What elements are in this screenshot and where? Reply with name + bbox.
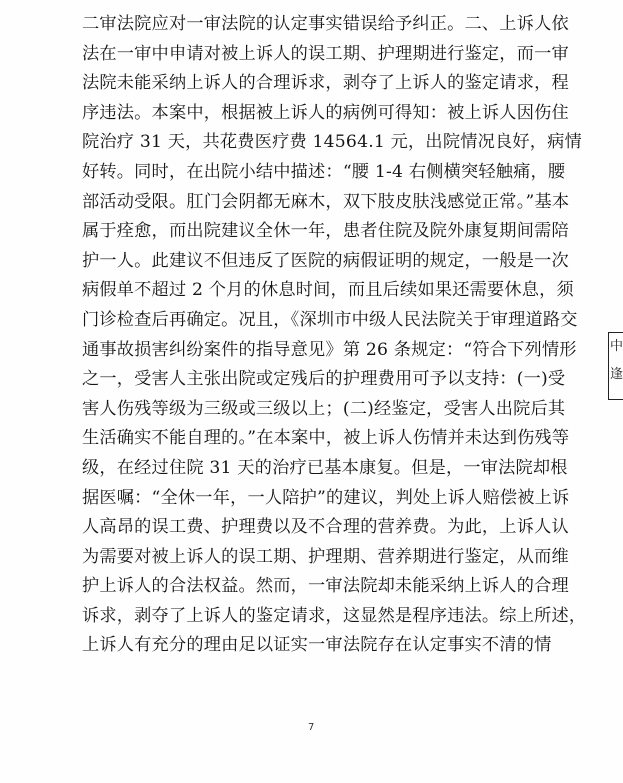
- page-number: 7: [308, 722, 315, 733]
- text-line: 上诉人有充分的理由足以证实一审法院存在认定事实不清的情: [82, 635, 552, 656]
- text-line: 护一人。此建议不但违反了医院的病假证明的规定，一般是一次: [82, 250, 569, 271]
- body-text: [82, 10, 587, 661]
- text-line: 属于痊愈，而出院建议全休一年，患者住院及院外康复期间需陪: [82, 221, 569, 242]
- text-line: 门诊检查后再确定。况且，《深圳市中级人民法院关于审理道路交: [82, 309, 578, 330]
- text-line: 之一，受害人主张出院或定残后的护理费用可予以支持：(一)受: [82, 369, 566, 390]
- text-line: 法在一审中申请对被上诉人的误工期、护理期进行鉴定，而一审: [82, 43, 569, 64]
- text-line: 病假单不超过 2 个月的休息时间，而且后续如果还需要休息，须: [82, 280, 574, 301]
- text-line: 院治疗 31 天，共花费医疗费 14564.1 元，出院情况良好，病情: [82, 132, 582, 153]
- text-line: 好转。同时，在出院小结中描述：“腰 1-4 右侧横突轻触痛，腰: [82, 161, 566, 182]
- text-line: 诉求，剥夺了上诉人的鉴定请求，这显然是程序违法。综上所述，: [82, 605, 587, 626]
- text-line: 通事故损害纠纷案件的指导意见》第 26 条规定：“符合下列情形: [82, 339, 577, 360]
- text-line: 序违法。本案中，根据被上诉人的病例可得知：被上诉人因伤住: [82, 102, 569, 123]
- binding-seal-mark: [608, 332, 623, 400]
- text-line: 级，在经过住院 31 天的治疗已基本康复。但是，一审法院却根: [82, 457, 568, 478]
- text-line: 人高昂的误工费、护理费以及不合理的营养费。为此，上诉人认: [82, 517, 569, 538]
- text-line: 生活确实不能自理的。”在本案中，被上诉人伤情并未达到伤残等: [82, 428, 570, 449]
- text-line: 部活动受限。肛门会阴都无麻木，双下肢皮肤浅感觉正常。”基本: [82, 191, 570, 212]
- text-line: 二审法院应对一审法院的认定事实错误给予纠正。二、上诉人依: [82, 14, 569, 34]
- seal-character: 中: [610, 339, 623, 354]
- text-line: 为需要对被上诉人的误工期、护理期、营养期进行鉴定，从而维: [82, 546, 569, 567]
- text-line: 法院未能采纳上诉人的合理诉求，剥夺了上诉人的鉴定请求，程: [82, 73, 569, 94]
- text-line: 害人伤残等级为三级或三级以上；(二)经鉴定，受害人出院后其: [82, 398, 566, 419]
- text-line: 护上诉人的合法权益。然而，一审法院却未能采纳上诉人的合理: [82, 576, 569, 597]
- text-line: 据医嘱：“全休一年，一人陪护”的建议，判处上诉人赔偿被上诉: [82, 487, 570, 508]
- seal-character: 逢: [610, 367, 623, 382]
